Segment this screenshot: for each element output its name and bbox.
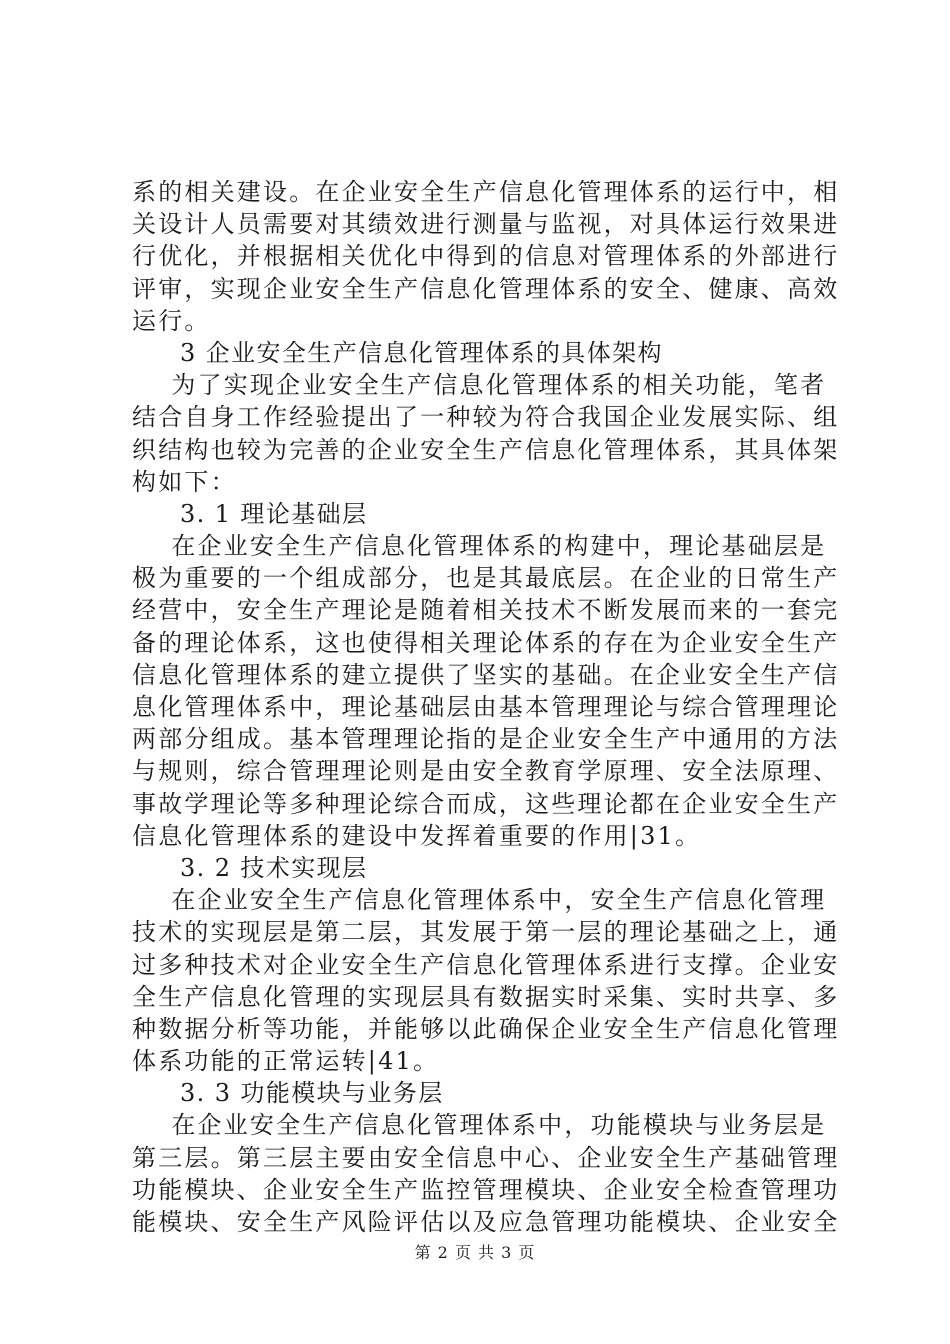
- paragraph-line: 经营中，安全生产理论是随着相关技术不断发展而来的一套完: [132, 596, 840, 625]
- paragraph-line: 体系功能的正常运转|41。: [132, 1047, 440, 1076]
- paragraph-line: 在企业安全生产信息化管理体系的构建中，理论基础层是: [132, 532, 827, 561]
- section-heading: 3 企业安全生产信息化管理体系的具体架构: [180, 338, 663, 367]
- paragraph-line: 信息化管理体系的建立提供了坚实的基础。在企业安全生产信: [132, 660, 840, 689]
- paragraph-line: 全生产信息化管理的实现层具有数据实时采集、实时共享、多: [132, 982, 840, 1011]
- paragraph-line: 极为重要的一个组成部分，也是其最底层。在企业的日常生产: [132, 564, 840, 593]
- paragraph-line: 构如下：: [132, 467, 237, 496]
- paragraph-line: 在企业安全生产信息化管理体系中，安全生产信息化管理: [132, 886, 827, 915]
- paragraph-line: 结合自身工作经验提出了一种较为符合我国企业发展实际、组: [132, 403, 840, 432]
- paragraph-line: 评审，实现企业安全生产信息化管理体系的安全、健康、高效: [132, 274, 840, 303]
- paragraph-line: 与规则，综合管理理论则是由安全教育学原理、安全法原理、: [132, 757, 840, 786]
- section-heading: 3. 2 技术实现层: [180, 853, 368, 882]
- paragraph-line: 备的理论体系，这也使得相关理论体系的存在为企业安全生产: [132, 628, 840, 657]
- paragraph-line: 织结构也较为完善的企业安全生产信息化管理体系，其具体架: [132, 435, 840, 464]
- paragraph-line: 第三层。第三层主要由安全信息中心、企业安全生产基础管理: [132, 1143, 840, 1172]
- document-body: [132, 176, 840, 1238]
- paragraph-line: 息化管理体系中，理论基础层由基本管理理论与综合管理理论: [132, 693, 840, 721]
- paragraph-line: 行优化，并根据相关优化中得到的信息对管理体系的外部进行: [132, 242, 840, 271]
- paragraph-line: 能模块、安全生产风险评估以及应急管理功能模块、企业安全: [132, 1208, 840, 1236]
- paragraph-line: 技术的实现层是第二层，其发展于第一层的理论基础之上，通: [132, 918, 840, 947]
- paragraph-line: 系的相关建设。在企业安全生产信息化管理体系的运行中，相: [132, 178, 840, 206]
- paragraph-line: 在企业安全生产信息化管理体系中，功能模块与业务层是: [132, 1111, 827, 1140]
- paragraph-line: 过多种技术对企业安全生产信息化管理体系进行支撑。企业安: [132, 950, 840, 979]
- paragraph-line: 事故学理论等多种理论综合而成，这些理论都在企业安全生产: [132, 789, 840, 818]
- paragraph-line: 为了实现企业安全生产信息化管理体系的相关功能，笔者: [132, 371, 827, 400]
- paragraph-line: 种数据分析等功能，并能够以此确保企业安全生产信息化管理: [132, 1014, 840, 1043]
- paragraph-line: 运行。: [132, 306, 211, 335]
- section-heading: 3. 1 理论基础层: [180, 499, 368, 528]
- section-heading: 3. 3 功能模块与业务层: [180, 1079, 444, 1108]
- paragraph-line: 功能模块、企业安全生产监控管理模块、企业安全检查管理功: [132, 1175, 840, 1204]
- paragraph-line: 关设计人员需要对其绩效进行测量与监视，对具体运行效果进: [132, 210, 840, 239]
- page-footer: 第 2 页 共 3 页: [414, 1243, 536, 1262]
- paragraph-line: 信息化管理体系的建设中发挥着重要的作用|31。: [132, 821, 702, 850]
- paragraph-line: 两部分组成。基本管理理论指的是企业安全生产中通用的方法: [132, 725, 840, 754]
